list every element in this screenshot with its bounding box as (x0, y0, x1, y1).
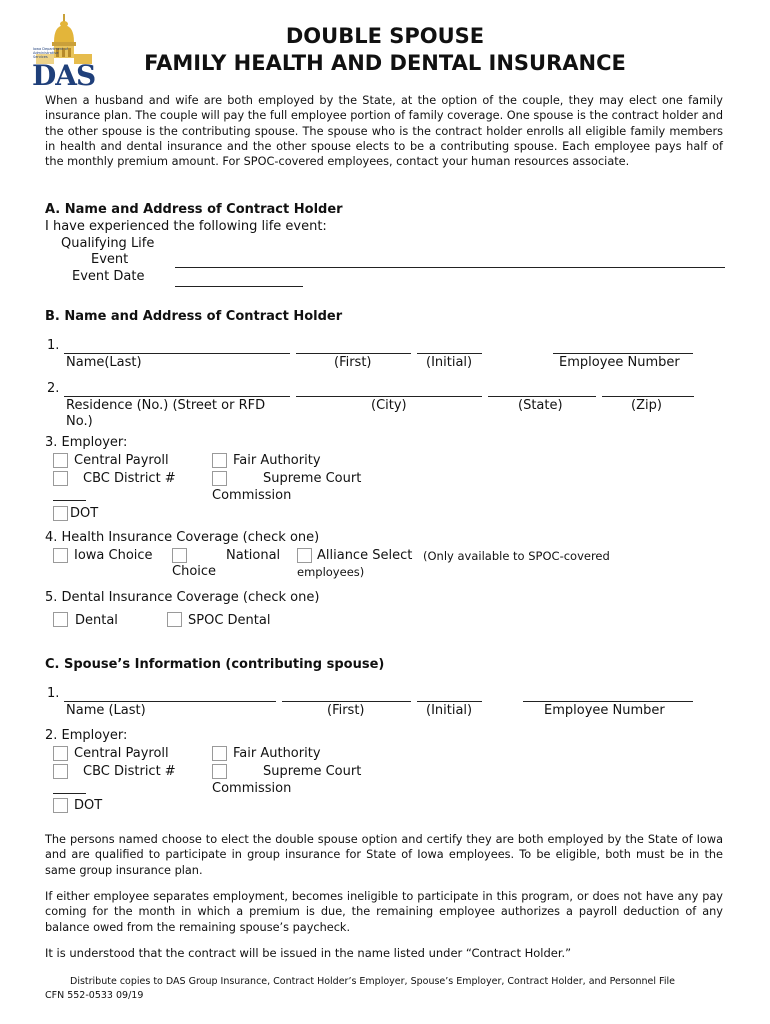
spouse-supreme-court-label: Supreme Court (263, 764, 362, 779)
state-label: (State) (518, 398, 563, 413)
employee-number-label: Employee Number (559, 355, 680, 370)
spouse-employee-number-label: Employee Number (544, 703, 665, 718)
event-date-field[interactable] (175, 286, 303, 287)
central-payroll-label: Central Payroll (74, 453, 169, 468)
name-last-label: Name(Last) (66, 355, 142, 370)
alliance-select-label: Alliance Select (317, 548, 413, 563)
section-b-heading: B. Name and Address of Contract Holder (45, 309, 343, 324)
contract-statement: It is understood that the contract will be issued in the name listed under “Contract Holder.” (45, 946, 572, 960)
separation-paragraph: If either employee separates employment, becomes ineligible to participate in this program, or does not have any pay coming for the month in which a premium is due, the remaining employee authorizes a payroll deduction of any balance owed from the remaining spouse’s paycheck. (45, 890, 723, 934)
form-id: CFN 552-0533 09/19 (45, 990, 144, 1001)
spouse-cbc-district-label: CBC District # (83, 764, 176, 779)
dental-coverage-label: 5. Dental Insurance Coverage (check one) (45, 590, 320, 605)
spouse-dot-checkbox[interactable] (53, 798, 68, 813)
spouse-cbc-district-number-field[interactable] (53, 793, 86, 794)
spouse-initial-field[interactable] (417, 701, 482, 702)
spouse-initial-label: (Initial) (426, 703, 473, 718)
dot-checkbox[interactable] (53, 506, 68, 521)
contract-employee-number-field[interactable] (553, 353, 693, 354)
title-line-1: DOUBLE SPOUSE (285, 24, 485, 48)
national-label: National (226, 548, 281, 563)
alliance-note: (Only available to SPOC-covered (423, 549, 610, 563)
life-event-statement: I have experienced the following life event: (45, 219, 327, 234)
zip-label: (Zip) (631, 398, 662, 413)
spouse-cbc-district-checkbox[interactable] (53, 764, 68, 779)
state-field[interactable] (488, 396, 596, 397)
logo-text: DAS (32, 59, 96, 92)
iowa-choice-checkbox[interactable] (53, 548, 68, 563)
dental-label: Dental (75, 613, 118, 628)
spouse-commission-label: Commission (212, 781, 292, 796)
spouse-first-name-field[interactable] (282, 701, 411, 702)
dot-label: DOT (70, 506, 99, 521)
spouse-row-1-number: 1. (47, 686, 60, 701)
spouse-employee-number-field[interactable] (523, 701, 693, 702)
qualifying-life-event-field[interactable] (175, 267, 725, 268)
first-label: (First) (334, 355, 372, 370)
cbc-district-number-field[interactable] (53, 500, 86, 501)
contract-initial-field[interactable] (417, 353, 482, 354)
event-date-label: Event Date (72, 269, 145, 284)
contract-last-name-field[interactable] (64, 353, 290, 354)
contract-first-name-field[interactable] (296, 353, 411, 354)
residence-field[interactable] (64, 396, 290, 397)
row-2-number: 2. (47, 381, 60, 396)
spouse-central-payroll-label: Central Payroll (74, 746, 169, 761)
national-choice-checkbox[interactable] (172, 548, 187, 563)
distribution-note: Distribute copies to DAS Group Insurance, Contract Holder’s Employer, Spouse’s Employer, Contract Holder, and Personnel File (70, 976, 675, 987)
employer-label: 3. Employer: (45, 435, 128, 450)
spouse-last-name-field[interactable] (64, 701, 276, 702)
spouse-fair-authority-label: Fair Authority (233, 746, 321, 761)
qualifying-event-label: Event (91, 252, 129, 267)
city-label: (City) (371, 398, 407, 413)
spouse-central-payroll-checkbox[interactable] (53, 746, 68, 761)
alliance-note-cont: employees) (297, 565, 365, 579)
cbc-district-label: CBC District # (83, 471, 176, 486)
fair-authority-checkbox[interactable] (212, 453, 227, 468)
spoc-dental-label: SPOC Dental (188, 613, 271, 628)
logo-tagline: Iowa Department of Administrative Services (33, 47, 68, 59)
spouse-name-last-label: Name (Last) (66, 703, 146, 718)
dental-checkbox[interactable] (53, 612, 68, 627)
qualifying-life-label: Qualifying Life (61, 236, 155, 251)
title-line-2: FAMILY HEALTH AND DENTAL INSURANCE (144, 51, 626, 75)
section-a-heading: A. Name and Address of Contract Holder (45, 202, 343, 217)
zip-field[interactable] (602, 396, 694, 397)
spouse-employer-label: 2. Employer: (45, 728, 128, 743)
section-c-heading: C. Spouse’s Information (contributing spouse) (45, 657, 385, 672)
cbc-district-checkbox[interactable] (53, 471, 68, 486)
fair-authority-label: Fair Authority (233, 453, 321, 468)
alliance-select-checkbox[interactable] (297, 548, 312, 563)
residence-label: Residence (No.) (Street or RFD (66, 398, 266, 413)
spoc-dental-checkbox[interactable] (167, 612, 182, 627)
spouse-first-label: (First) (327, 703, 365, 718)
iowa-choice-label: Iowa Choice (74, 548, 153, 563)
supreme-court-checkbox[interactable] (212, 471, 227, 486)
commission-label: Commission (212, 488, 292, 503)
central-payroll-checkbox[interactable] (53, 453, 68, 468)
spouse-fair-authority-checkbox[interactable] (212, 746, 227, 761)
certification-paragraph: The persons named choose to elect the double spouse option and certify they are both employed by the State of Iowa and are qualified to participate in group insurance for State of Iowa employees. To be eligible, both must be in the same group insurance plan. (45, 833, 723, 877)
residence-label-cont: No.) (66, 414, 93, 429)
supreme-court-label: Supreme Court (263, 471, 362, 486)
health-coverage-label: 4. Health Insurance Coverage (check one) (45, 530, 320, 545)
spouse-supreme-court-checkbox[interactable] (212, 764, 227, 779)
intro-paragraph: When a husband and wife are both employed by the State, at the option of the couple, they may elect one family insurance plan. The couple will pay the full employee portion of family coverage. One spouse is the contract holder and the other spouse is the contributing spouse. The spouse who is the contract holder enrolls all eligible family members in health and dental insurance and the other spouse elects to be a contributing spouse. Each employee pays half of the monthly premium amount. For SPOC-covered employees, contact your human resources associate. (45, 94, 723, 169)
initial-label: (Initial) (426, 355, 473, 370)
row-1-number: 1. (47, 338, 60, 353)
spouse-dot-label: DOT (74, 798, 103, 813)
choice-label: Choice (172, 564, 217, 579)
city-field[interactable] (296, 396, 482, 397)
